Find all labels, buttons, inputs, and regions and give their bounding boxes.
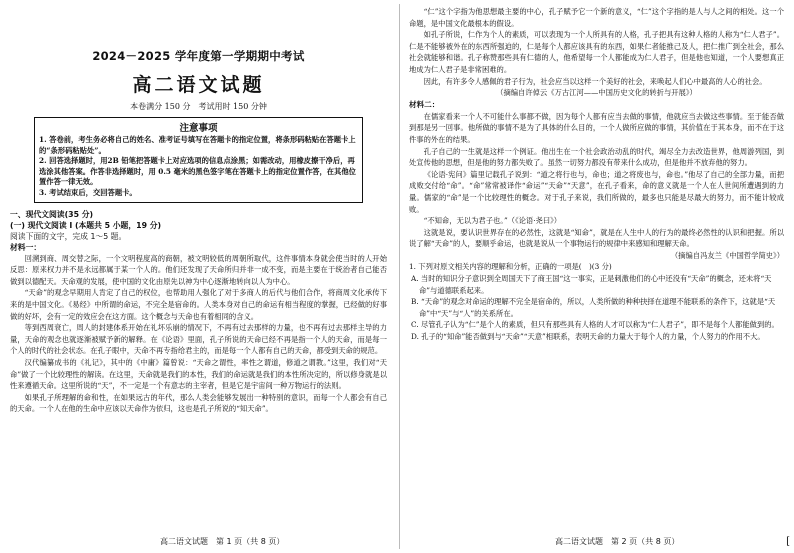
material-label: 材料二： [409,99,440,109]
section-heading: 一、现代文阅读(35 分) [10,209,94,219]
paragraph: 因此，有许多令人感佩的君子行为，社会应当以这样一个美好的社会，来唤起人们心中最高的人心的社会。 [423,76,767,86]
source-citation: （摘编自许倬云《万古江河——中国历史文化的转折与开展》） [496,88,697,98]
paragraph: 汉代编纂成书的《礼记》，其中的《中庸》篇曾说：“天命之谓性，率性之谓道，修道之谓教。”这里，我们对“天命”做了一个比较理性的解读。在这里，天命就是我们的本性，我们的命运就是我们的本性所决定的，所以修身就是以性来遵循天命。这里所说的“天”，不一定是一个有意志的主宰者，但是它是宇宙间一种万物运行的法则。 [10,357,387,391]
page-right [405,0,794,553]
notice-title: 注意事项 [179,123,218,134]
paragraph: 这就是说，要认识世界存在的必然性，这就是“知命”，就是在人生中人的行为的最终必然性的认识和把握。所以说了解“天命”的人，要顺乎命运，也就是说从一个事物运行的规律中来感知和理解天命。 [409,227,784,249]
question-option: D. 孔子的“知命”能否做到与“天命”“天意”相联系，表明天命的力量大于每个人的力量，个人努力的作用不大。 [411,332,765,342]
notice-box [34,117,363,203]
paragraph: 如果孔子所理解的命和性，在如果远古的年代，那么人类会能够发展出一种特别的意识，而每一个人都会有自己的天命。一个人在他的生命中应该以天命作为依归，这也是孔子所说的“知天命”。 [10,392,387,414]
subsection-heading: (一) 现代文阅读 I (本题共 5 小题，19 分) [10,220,162,230]
notice-item: 1. 答卷前，考生务必将自己的姓名、准考证号填写在答题卡的指定位置，将条形码粘贴在答题卡上的“条形码粘贴处”。 [39,135,356,155]
paragraph: 如孔子所说，仁作为个人的素质，可以表现为一个人所具有的人格，孔子把具有这种人格的人称为“仁人君子”。仁是不能够被外在的东西所强迫的，仁是每个人都应该具有的东西，如果仁者能推己及人，把仁推广到全社会，那么社会就能够和谐。孔子称赞那些具有仁德的人，他希望每一个人都能成为仁人君子，但是他也知道，一个人要想真正地成为仁人君子是非常困难的。 [409,30,784,74]
material-label: 材料一： [10,242,42,252]
notice-item: 2. 回答选择题时，用2B 铅笔把答题卡上对应选项的信息点涂黑；如需改动，用橡皮擦干净后，再选涂其他答案。作答非选择题时，用 0.5 毫米的黑色签字笔在答题卡上的指定位置作答，在其他位置作答一律无效。 [39,156,356,187]
question-stem: 1. 下列对原文相关内容的理解和分析，正确的一项是( )(3 分) [409,262,612,272]
paragraph: “仁”这个字指为他思想最主要的中心，孔子赋予它一个新的意义，“仁”这个字指的是人与人之间的相处。这一个命题，是中国文化最根本的假设。 [409,7,784,28]
page-footer: 高二语文试题 第 1 页（共 8 页） [160,537,285,546]
question-option: C. 尽管孔子认为“仁”是个人的素质，但只有那些具有人格的人才可以称为“仁人君子”，即不是每个人都能做到的。 [411,320,779,330]
paragraph: “天命”的观念早期用人肯定了自己的权位，也帮助用人强化了对于多商人的后代与他们合作，将商周文化承传下来的是中国文化。《易经》中所谓的命运，不完全是宿命的。人类本身对自己的命运有相当程度的掌握，已经做的好事做的好坏，会有一定的效应会在这方面。这个概念与天命也有着相同的含义。 [10,288,387,321]
paragraph: 孔子自己的一生就是这样一个例证。他出生在一个社会政治动乱的时代，竭尽全力去改造世界，他周游列国，到处宣传他的思想，但是他的努力都失败了。虽然一切努力都没有带来什么成功，但是他并不放弃他的努力。 [409,146,784,168]
exam-title: 2024－2025 学年度第一学期期中考试 [92,49,305,63]
paragraph: 回溯到商、周交替之际，一个文明程度高的商朝，被文明较低的周朝所取代，这件事情本身就会使当时的人开始反思：原来权力并不是永远都属于某一个人的。他们还发现了天命所归并非一成不变，而是主要在于统治者自己能否做到以德配天。天命观的发展，使中国的文化由原先以神为中心逐渐地转向以人为中心。 [10,253,387,286]
question-option: A. 当时的知识分子意识到全周国天下了商王国“这一事实，正是刺激他们的心中还没有“天命”的概念，还未将“天命”与道德联系起来。 [411,274,772,295]
column-divider [399,4,400,549]
quotation: “不知命，无以为君子也。”（《论语·尧曰》） [423,216,562,226]
corner-mark: [ [786,536,790,547]
source-citation: （摘编自冯友兰《中国哲学简史》） [670,250,784,260]
subject-title: 高二语文试题 [132,74,265,96]
paragraph: 《论语·宪问》篇里记载孔子说到：“道之将行也与，命也；道之将废也与，命也。”他尽了自己的全部力量，而把成败交付给“命”。“命”常常被译作“命运”“天命”“天意”，在孔子看来，命的意义就是一个人在人世间所遭遇到的力量。儒家的“命”是一个比较理性的概念。对于孔子来说，我们所做的，最多也只能是尽最大的努力，而不能计较成败。 [409,169,784,214]
reading-instruction: 阅读下面的文字，完成 1～5 题。 [10,231,127,241]
paragraph: 等到西周衰亡，周人的封建体系开始在礼坏乐崩的情况下，不再有过去那样的力量，也不再有过去那样主导的力量，天命的观念也就逐渐被赋予新的解释。在《论语》里面，孔子所说的天命已经不再是指一个人的天命，而是每一个人的时代的社会状态。在孔子眼中，天命不再专指给君主的，而是每一个人都有自己的天命，都受到天命的规范。 [10,323,387,356]
paragraph: 在儒家看来一个人不可能什么事都不做，因为每个人都有应当去做的事情，他就应当去做这些事情。至于能否做到那是另一回事。他所做的事情不是为了具体的什么目的，一个人做所应做的事情，其价值在于其本身，而不在于这件事的外在的结果。 [409,111,784,144]
page-footer: 高二语文试题 第 2 页（共 8 页） [555,537,680,546]
question-option: B. “天命”的观念对命运的理解不完全是宿命的，所以，人类所做的种种抉择在道理不能联系的条件下，这就是“天命”中“天”与“人”的关系所在。 [411,297,776,318]
notice-item: 3. 考试结束后，交回答题卡。 [39,187,137,197]
exam-meta: 本卷满分 150 分 考试用时 150 分钟 [130,102,267,111]
